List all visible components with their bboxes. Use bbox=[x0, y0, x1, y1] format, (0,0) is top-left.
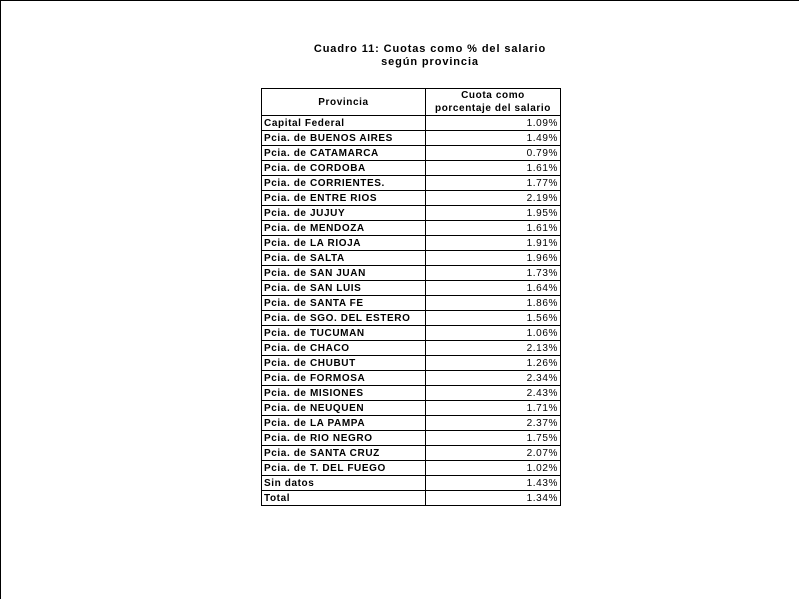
table-row bbox=[262, 191, 561, 206]
table-row bbox=[262, 236, 561, 251]
table-row bbox=[262, 356, 561, 371]
cell-cuota: 2.13% bbox=[426, 341, 561, 356]
cell-cuota: 0.79% bbox=[426, 146, 561, 161]
cell-cuota: 1.73% bbox=[426, 266, 561, 281]
cell-cuota: 2.37% bbox=[426, 416, 561, 431]
table-row bbox=[262, 281, 561, 296]
cell-cuota: 1.61% bbox=[426, 161, 561, 176]
cell-provincia: Pcia. de RIO NEGRO bbox=[262, 431, 426, 446]
cell-cuota: 1.02% bbox=[426, 461, 561, 476]
cell-cuota: 2.43% bbox=[426, 386, 561, 401]
cell-provincia: Pcia. de SANTA FE bbox=[262, 296, 426, 311]
header-cuota bbox=[426, 89, 561, 116]
cell-provincia: Pcia. de ENTRE RIOS bbox=[262, 191, 426, 206]
cell-cuota: 1.61% bbox=[426, 221, 561, 236]
cell-provincia: Pcia. de LA RIOJA bbox=[262, 236, 426, 251]
cell-cuota: 1.64% bbox=[426, 281, 561, 296]
table-row bbox=[262, 431, 561, 446]
table-row bbox=[262, 341, 561, 356]
cell-provincia: Pcia. de SAN JUAN bbox=[262, 266, 426, 281]
cell-provincia: Capital Federal bbox=[262, 116, 426, 131]
cell-cuota: 1.77% bbox=[426, 176, 561, 191]
cell-provincia: Pcia. de FORMOSA bbox=[262, 371, 426, 386]
cell-provincia: Pcia. de TUCUMAN bbox=[262, 326, 426, 341]
table-row bbox=[262, 131, 561, 146]
title-line-2: según provincia bbox=[381, 56, 479, 68]
table-row bbox=[262, 371, 561, 386]
table-row bbox=[262, 416, 561, 431]
cell-cuota: 1.56% bbox=[426, 311, 561, 326]
table-row bbox=[262, 206, 561, 221]
cell-cuota: 1.75% bbox=[426, 431, 561, 446]
cell-provincia: Pcia. de CORDOBA bbox=[262, 161, 426, 176]
title-line-1: Cuadro 11: Cuotas como % del salario bbox=[313, 43, 547, 55]
cell-cuota: 1.86% bbox=[426, 296, 561, 311]
table-row bbox=[262, 296, 561, 311]
cell-provincia: Pcia. de LA PAMPA bbox=[262, 416, 426, 431]
cell-cuota: 2.34% bbox=[426, 371, 561, 386]
quota-table bbox=[261, 88, 561, 506]
cell-cuota: 1.49% bbox=[426, 131, 561, 146]
table-row bbox=[262, 446, 561, 461]
cell-provincia: Pcia. de SGO. DEL ESTERO bbox=[262, 311, 426, 326]
table-row bbox=[262, 326, 561, 341]
header-cuota-line-1: Cuota como bbox=[461, 90, 525, 101]
header-cuota-line-2: porcentaje del salario bbox=[434, 103, 552, 114]
table-row bbox=[262, 176, 561, 191]
cell-provincia: Pcia. de BUENOS AIRES bbox=[262, 131, 426, 146]
table-row bbox=[262, 401, 561, 416]
table-row bbox=[262, 311, 561, 326]
cell-provincia: Pcia. de SANTA CRUZ bbox=[262, 446, 426, 461]
cell-provincia: Pcia. de MENDOZA bbox=[262, 221, 426, 236]
table-row bbox=[262, 221, 561, 236]
cell-provincia: Pcia. de NEUQUEN bbox=[262, 401, 426, 416]
cell-cuota: 1.91% bbox=[426, 236, 561, 251]
cell-provincia: Pcia. de T. DEL FUEGO bbox=[262, 461, 426, 476]
cell-provincia: Pcia. de JUJUY bbox=[262, 206, 426, 221]
cell-cuota: 1.09% bbox=[426, 116, 561, 131]
table-row bbox=[262, 116, 561, 131]
table-header-row bbox=[262, 89, 561, 116]
table-row bbox=[262, 251, 561, 266]
table-row bbox=[262, 386, 561, 401]
table-row bbox=[262, 476, 561, 491]
cell-cuota: 1.26% bbox=[426, 356, 561, 371]
cell-provincia: Pcia. de MISIONES bbox=[262, 386, 426, 401]
cell-provincia: Pcia. de CHACO bbox=[262, 341, 426, 356]
cell-cuota: 1.71% bbox=[426, 401, 561, 416]
cell-cuota: 1.06% bbox=[426, 326, 561, 341]
cell-cuota: 1.95% bbox=[426, 206, 561, 221]
cell-cuota: 1.96% bbox=[426, 251, 561, 266]
table-title bbox=[230, 43, 630, 69]
table-row bbox=[262, 161, 561, 176]
table-row bbox=[262, 461, 561, 476]
cell-cuota: 2.19% bbox=[426, 191, 561, 206]
cell-provincia: Pcia. de CATAMARCA bbox=[262, 146, 426, 161]
cell-cuota: 1.34% bbox=[426, 491, 561, 506]
table-row bbox=[262, 146, 561, 161]
cell-provincia: Pcia. de CHUBUT bbox=[262, 356, 426, 371]
table-row bbox=[262, 266, 561, 281]
cell-cuota: 2.07% bbox=[426, 446, 561, 461]
header-provincia: Provincia bbox=[262, 89, 426, 116]
table-row bbox=[262, 491, 561, 506]
cell-provincia: Sin datos bbox=[262, 476, 426, 491]
cell-provincia: Pcia. de SAN LUIS bbox=[262, 281, 426, 296]
cell-provincia: Total bbox=[262, 491, 426, 506]
table-body bbox=[262, 116, 561, 506]
cell-cuota: 1.43% bbox=[426, 476, 561, 491]
cell-provincia: Pcia. de SALTA bbox=[262, 251, 426, 266]
cell-provincia: Pcia. de CORRIENTES. bbox=[262, 176, 426, 191]
